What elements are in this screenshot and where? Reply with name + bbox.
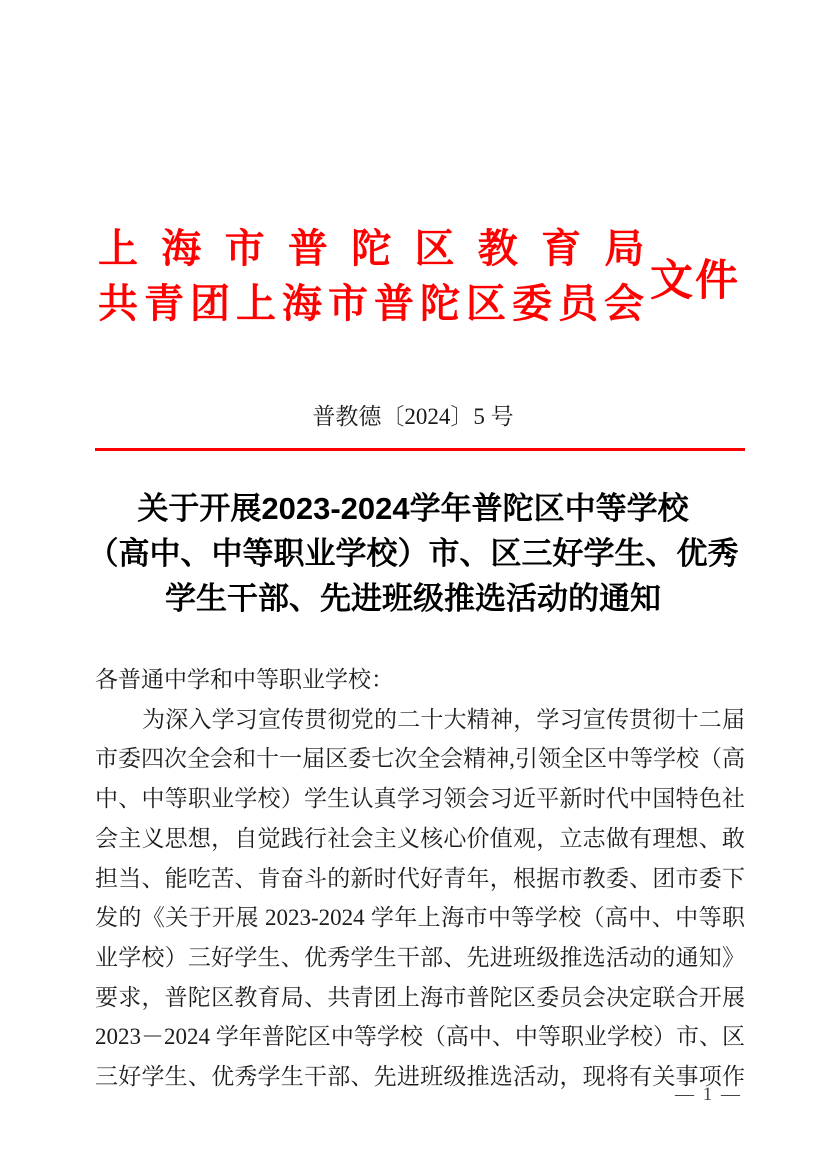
body-line: 三好学生、优秀学生干部、先进班级推选活动，现将有关事项作 [95, 1064, 745, 1090]
letterhead-org-line-1: 上海市普陀区教育局 [98, 227, 668, 271]
document-number: 普教德〔2024〕5 号 [312, 404, 514, 429]
body-line: 会主义思想，自觉践行社会主义核心价值观，立志做有理想、敢 [95, 825, 745, 851]
letterhead-org-line-2: 共青团上海市普陀区委员会 [98, 282, 650, 326]
document-title-line-3: 学生干部、先进班级推选活动的通知 [165, 581, 661, 616]
letterhead-document-label: 文件 [650, 256, 740, 305]
body-line: 为深入学习宣传贯彻党的二十大精神，学习宣传贯彻十二届 [142, 706, 745, 732]
document-title-line-2: （高中、中等职业学校）市、区三好学生、优秀 [87, 536, 739, 571]
body-line: 2023－2024 学年普陀区中等学校（高中、中等职业学校）市、区 [95, 1024, 745, 1050]
body-line: 业学校）三好学生、优秀学生干部、先进班级推选活动的通知》 [95, 944, 745, 970]
body-line: 发的《关于开展 2023-2024 学年上海市中等学校（高中、中等职 [95, 905, 745, 931]
document-title-line-1: 关于开展2023-2024学年普陀区中等学校 [137, 491, 689, 526]
body-line: 各普通中学和中等职业学校： [95, 667, 394, 692]
red-divider-rule [95, 448, 745, 451]
body-line: 要求，普陀区教育局、共青团上海市普陀区委员会决定联合开展 [95, 984, 745, 1010]
document-title [0, 486, 826, 621]
letterhead [98, 222, 668, 332]
body-lines [95, 660, 745, 1097]
page-number: — 1 — [675, 1084, 742, 1105]
body-line: 市委四次全会和十一届区委七次全会精神,引领全区中等学校（高 [95, 746, 745, 772]
body-line: 担当、能吃苦、肯奋斗的新时代好青年，根据市教委、团市委下 [95, 865, 745, 891]
body-line: 中、中等职业学校）学生认真学习领会习近平新时代中国特色社 [95, 786, 745, 812]
